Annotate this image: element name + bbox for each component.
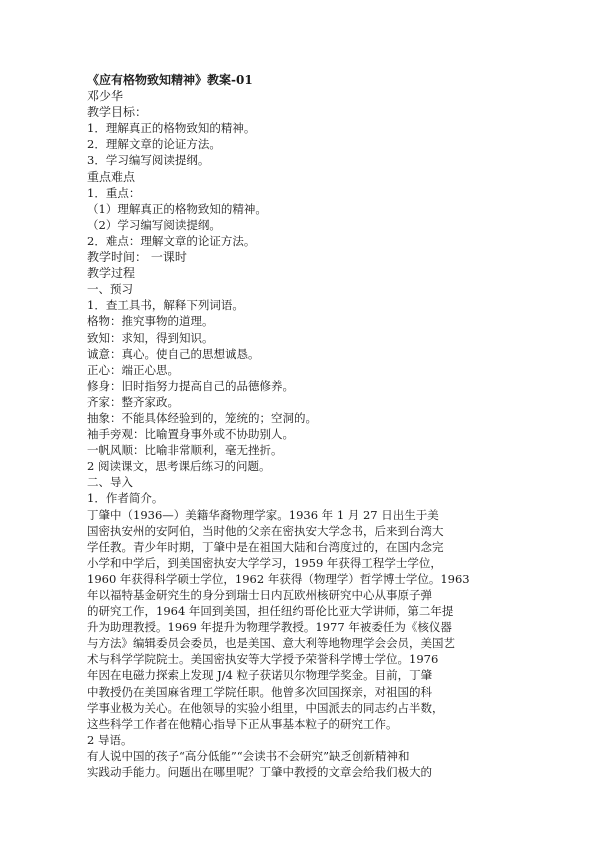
vocab-item: 袖手旁观：比喻置身事外或不协助别人。 [87,427,294,442]
author-intro-heading: 1．作者简介。 [87,491,164,506]
bio-line: 1960 年获得科学硕士学位，1962 年获得（物理学）哲学博士学位。1963 [87,571,470,586]
goal-item: 3．学习编写阅读提纲。 [87,153,210,168]
vocab-item: 正心：端正心思。 [87,362,179,377]
key-point-item: 1．重点： [87,185,141,200]
key-point-item: （2）学习编写阅读提纲。 [87,217,221,232]
bio-line: 的研究工作，1964 年回到美国，担任纽约哥伦比亚大学讲师，第二年提 [87,604,454,619]
goal-item: 1．理解真正的格物致知的精神。 [87,121,256,136]
document-title: 《应有格物致知精神》教案-01 [87,73,253,87]
preview-heading: 一、预习 [87,282,133,297]
bio-line: 丁肇中（1936—）美籍华裔物理学家。1936 年 1 月 27 日出生于美 [87,507,439,522]
goal-item: 2．理解文章的论证方法。 [87,137,221,152]
guide-line: 实践动手能力。问题出在哪里呢？丁肇中教授的文章会给我们极大的 [87,765,432,780]
guide-line: 有人说中国的孩子“高分低能”“会读书不会研究”缺乏创新精神和 [87,748,410,763]
bio-line: 与方法》编辑委员会委员，也是美国、意大利等地物理学会会员，美国艺 [87,636,455,651]
process-heading: 教学过程 [87,266,136,281]
preview-intro: 1．查工具书，解释下列词语。 [87,298,244,313]
vocab-item: 修身：旧时指努力提高自己的品德修养。 [87,378,294,393]
intro-heading: 二、导入 [87,475,133,490]
key-point-item: 2．难点：理解文章的论证方法。 [87,233,256,248]
vocab-item: 抽象：不能具体经验到的，笼统的；空洞的。 [87,410,317,425]
vocab-item: 致知：求知，得到知识。 [87,330,214,345]
vocab-item: 格物：推究事物的道理。 [87,314,214,329]
vocab-item: 一帆风顺：比喻非常顺利，毫无挫折。 [87,443,283,458]
bio-line: 中教授仍在美国麻省理工学院任职。他曾多次回国探亲，对祖国的科 [87,684,432,699]
document-page [87,72,527,780]
vocab-item: 齐家：整齐家政。 [87,394,179,409]
bio-line: 升为助理教授。1969 年提升为物理学教授。1977 年被委任为《核仪器 [87,620,452,635]
bio-line: 这些科学工作者在他精心指导下正从事基本粒子的研究工作。 [87,716,398,731]
bio-line: 国密执安州的安阿伯，当时他的父亲在密执安大学念书，后来到台湾大 [87,523,444,538]
preview-task-2: 2 阅读课文，思考课后练习的问题。 [87,459,271,474]
teaching-time: 教学时间： 一课时 [87,250,187,265]
bio-line: 小学和中学后，到美国密执安大学学习，1959 年获得工程学士学位， [87,555,442,570]
guide-heading: 2 导语。 [87,732,133,747]
goals-heading: 教学目标： [87,105,148,120]
key-points-heading: 重点难点 [87,169,136,184]
author-name: 邓少华 [87,89,124,104]
bio-line: 学事业极为关心。在他领导的实验小组里，中国派去的同志约占半数， [87,700,444,715]
bio-line: 术与科学学院院士。美国密执安等大学授予荣誉科学博士学位。1976 [87,652,439,667]
vocab-item: 诚意：真心。使自己的思想诚恳。 [87,346,260,361]
bio-line: 年以福特基金研究生的身分到瑞士日内瓦欧州核研究中心从事原子弹 [87,588,432,602]
bio-line: 年因在电磁力探索上发现 J/4 粒子获诺贝尔物理学奖金。目前，丁肇 [87,668,433,683]
bio-line: 学任教。青少年时期，丁肇中是在祖国大陆和台湾度过的，在国内念完 [87,539,444,554]
key-point-item: （1）理解真正的格物致知的精神。 [87,201,267,216]
